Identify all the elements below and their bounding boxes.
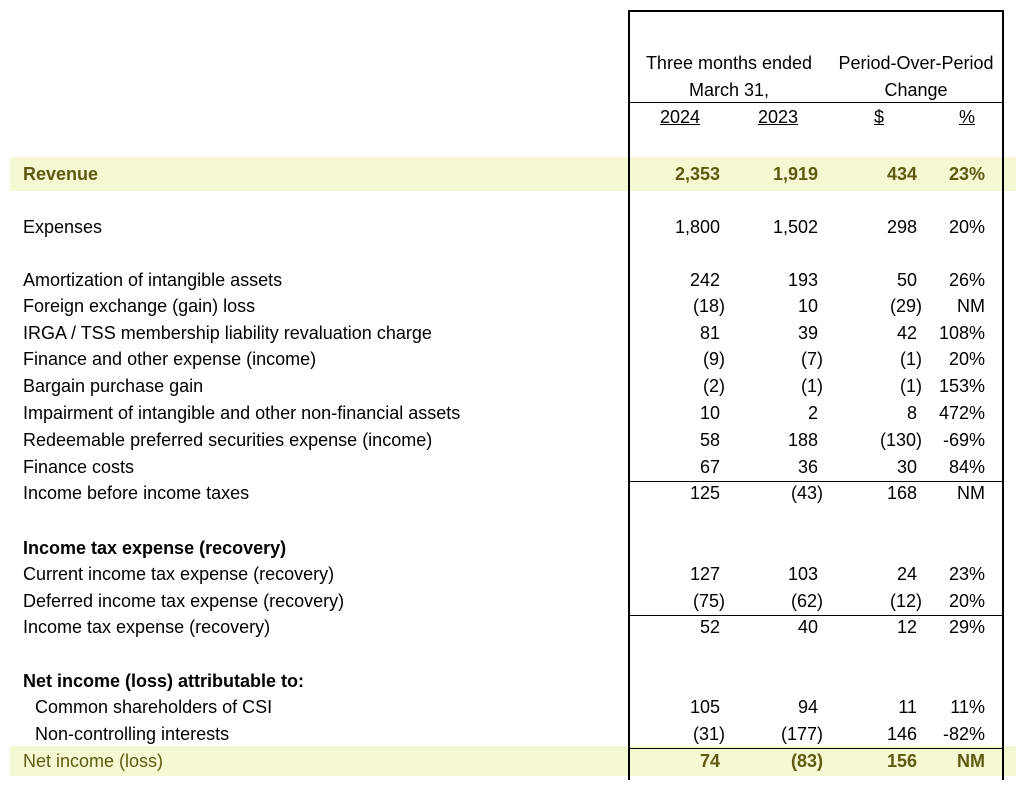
current-tax-row (0, 563, 1020, 585)
tax-section-heading (0, 537, 1020, 559)
period-header-line1: Three months ended (645, 53, 813, 73)
change-dollar: 8 (906, 403, 917, 423)
value-2023: (43) (790, 483, 823, 503)
irga-row (0, 322, 1020, 344)
row-label: Bargain purchase gain (23, 376, 204, 396)
impairment-row (0, 402, 1020, 424)
change-pct: 29% (948, 617, 985, 637)
value-2023: 188 (787, 430, 818, 450)
change-pct: NM (957, 483, 985, 503)
row-label: Income tax expense (recovery) (23, 617, 271, 637)
row-label: Net income (loss) (23, 751, 164, 771)
value-2024: 10 (699, 403, 720, 423)
row-label: Expenses (23, 217, 103, 237)
change-pct: -82% (942, 724, 985, 744)
net-income-section-heading (0, 670, 1020, 692)
change-pct: 23% (948, 164, 985, 184)
value-2024: 81 (699, 323, 720, 343)
col-header-2024: 2024 (659, 107, 701, 127)
value-2023: 103 (787, 564, 818, 584)
value-2023: 39 (797, 323, 818, 343)
change-pct: 153% (938, 376, 985, 396)
row-label: Finance costs (23, 457, 135, 477)
section-heading-label: Net income (loss) attributable to: (23, 671, 305, 691)
value-2023: (177) (780, 724, 823, 744)
row-label: Amortization of intangible assets (23, 270, 283, 290)
value-2023: 1,919 (772, 164, 818, 184)
row-label: Common shareholders of CSI (35, 697, 273, 717)
value-2023: (83) (790, 751, 823, 771)
row-label: Income before income taxes (23, 483, 250, 503)
change-dollar: 298 (886, 217, 917, 237)
change-dollar: 434 (886, 164, 917, 184)
value-2024: 127 (689, 564, 720, 584)
value-2024: 2,353 (674, 164, 720, 184)
bargain-row (0, 375, 1020, 397)
expenses-row (0, 216, 1020, 238)
change-pct: 26% (948, 270, 985, 290)
value-2024: (2) (703, 376, 725, 396)
value-2024: 67 (699, 457, 720, 477)
change-dollar: (29) (889, 296, 922, 316)
section-heading-label: Income tax expense (recovery) (23, 538, 287, 558)
finance-costs-row (0, 456, 1020, 478)
change-pct: -69% (942, 430, 985, 450)
row-label: Deferred income tax expense (recovery) (23, 591, 345, 611)
amortization-row (0, 269, 1020, 291)
change-header-line1: Period-Over-Period (838, 53, 994, 73)
col-header-dollar: $ (873, 107, 884, 127)
change-dollar: 146 (886, 724, 917, 744)
value-2024: (9) (703, 349, 725, 369)
col-header-pct: % (958, 107, 975, 127)
value-2024: (18) (692, 296, 725, 316)
value-2024: 52 (699, 617, 720, 637)
change-dollar: (1) (900, 349, 922, 369)
change-dollar: 11 (898, 697, 917, 717)
row-label: Revenue (23, 164, 99, 184)
change-dollar: (1) (900, 376, 922, 396)
tax-total-row (0, 616, 1020, 638)
change-pct: 11% (950, 697, 985, 717)
subtotal-rule-before-net-income (630, 748, 1004, 749)
change-dollar: (12) (889, 591, 922, 611)
income-before-tax-row (0, 482, 1020, 504)
row-label: IRGA / TSS membership liability revaluation charge (23, 323, 432, 343)
change-dollar: 50 (896, 270, 917, 290)
change-pct: 20% (948, 349, 985, 369)
change-pct: NM (957, 296, 985, 316)
value-2024: 1,800 (674, 217, 720, 237)
value-2023: (1) (801, 376, 823, 396)
value-2024: 105 (689, 697, 720, 717)
header-divider (630, 102, 1004, 103)
change-dollar: 168 (886, 483, 917, 503)
common-shareholders-row (0, 696, 1020, 718)
value-2023: 40 (797, 617, 818, 637)
change-pct: NM (957, 751, 985, 771)
value-2024: 58 (699, 430, 720, 450)
col-header-2023: 2023 (757, 107, 799, 127)
change-header-line2: Change (884, 80, 948, 100)
change-pct: 23% (948, 564, 985, 584)
value-2024: 74 (699, 751, 720, 771)
value-2023: 10 (797, 296, 818, 316)
value-2023: (62) (790, 591, 823, 611)
change-pct: 84% (948, 457, 985, 477)
row-label: Non-controlling interests (35, 724, 230, 744)
value-2023: 2 (807, 403, 818, 423)
value-2023: 193 (787, 270, 818, 290)
fx-row (0, 295, 1020, 317)
change-pct: 108% (938, 323, 985, 343)
change-dollar: 24 (896, 564, 917, 584)
change-dollar: (130) (879, 430, 922, 450)
change-pct: 20% (948, 217, 985, 237)
change-pct: 20% (948, 591, 985, 611)
value-2023: 94 (797, 697, 818, 717)
finance-other-row (0, 348, 1020, 370)
row-label: Finance and other expense (income) (23, 349, 317, 369)
period-header-line2: March 31, (688, 80, 770, 100)
redeemable-row (0, 429, 1020, 451)
row-label: Redeemable preferred securities expense (income) (23, 430, 433, 450)
change-dollar: 156 (886, 751, 917, 771)
net-income-row (0, 750, 1020, 772)
change-dollar: 42 (896, 323, 917, 343)
change-dollar: 30 (896, 457, 917, 477)
revenue-row (0, 163, 1020, 185)
row-label: Current income tax expense (recovery) (23, 564, 335, 584)
non-controlling-interests-row (0, 723, 1020, 745)
value-2023: 1,502 (772, 217, 818, 237)
value-2023: 36 (797, 457, 818, 477)
value-2024: 125 (689, 483, 720, 503)
value-2023: (7) (801, 349, 823, 369)
change-pct: 472% (938, 403, 985, 423)
row-label: Impairment of intangible and other non-financial assets (23, 403, 461, 423)
value-2024: 242 (689, 270, 720, 290)
deferred-tax-row (0, 590, 1020, 612)
value-2024: (75) (692, 591, 725, 611)
value-2024: (31) (692, 724, 725, 744)
change-dollar: 12 (896, 617, 917, 637)
row-label: Foreign exchange (gain) loss (23, 296, 256, 316)
